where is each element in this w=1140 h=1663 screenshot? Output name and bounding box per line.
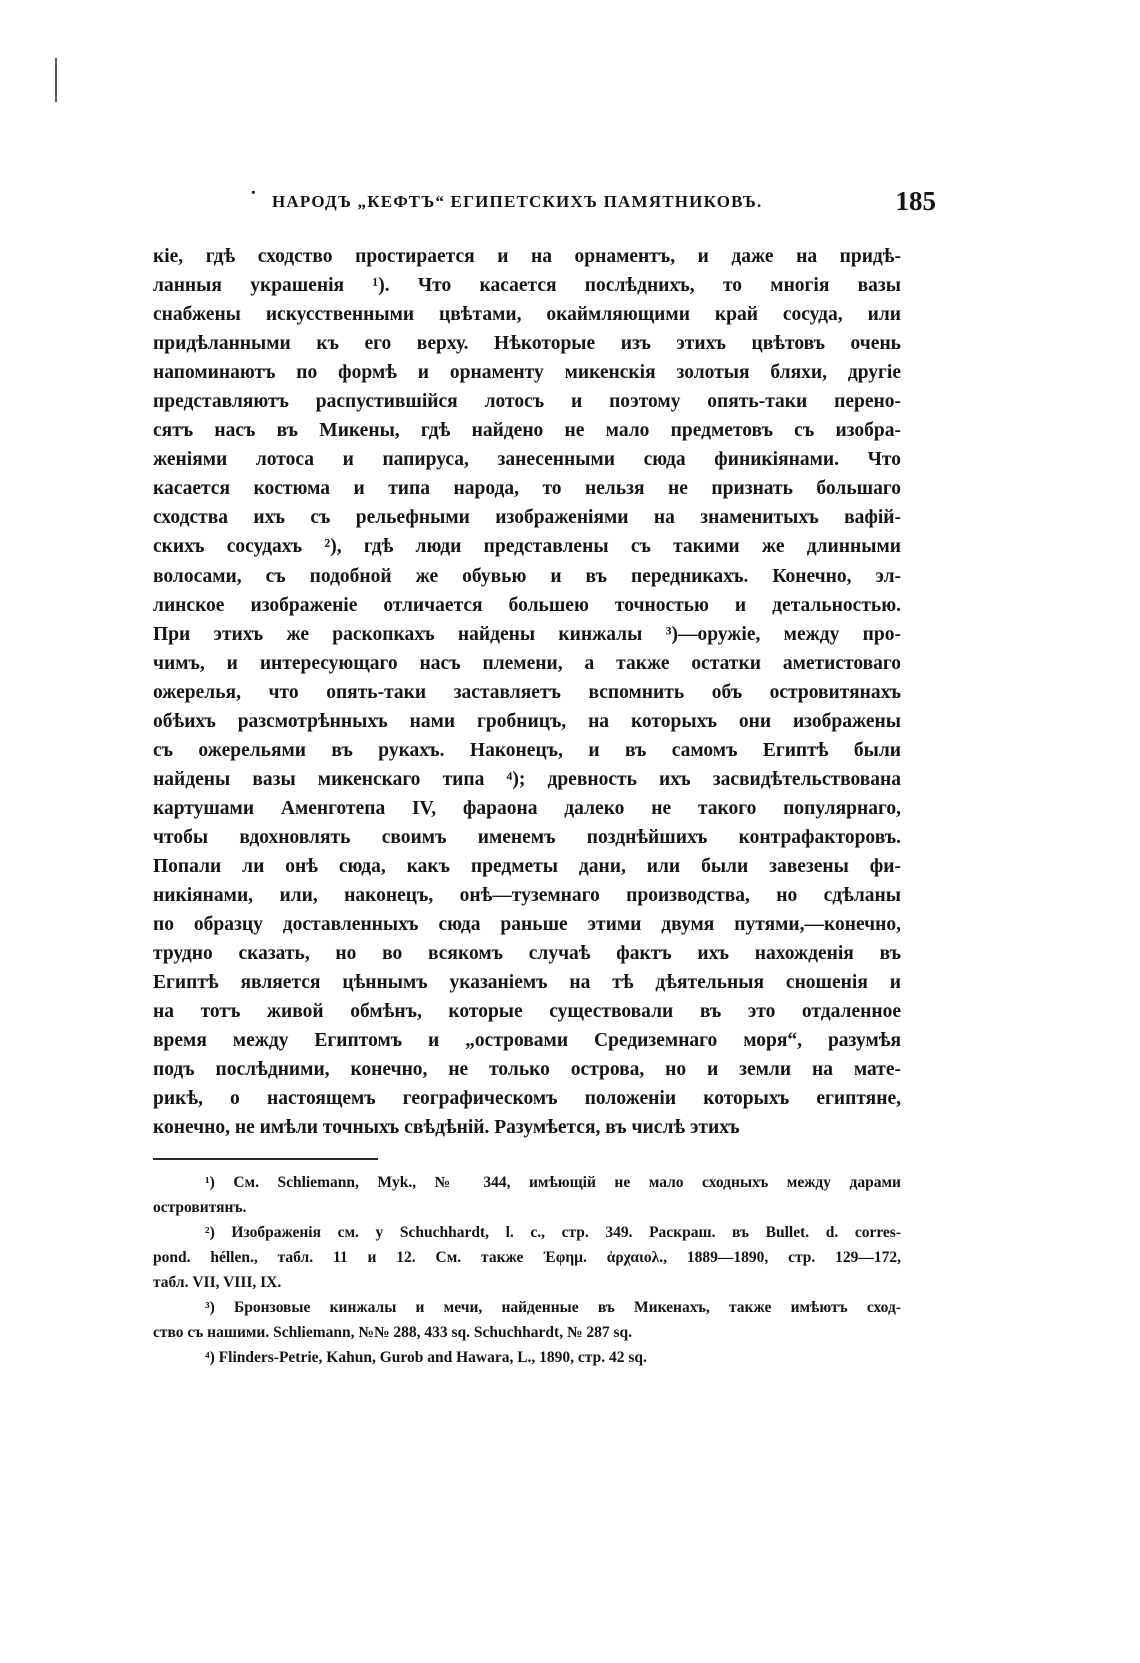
body-line: сятъ насъ въ Микены, гдѣ найдено не мало предметовъ съ изобра- <box>153 420 901 442</box>
body-line: конечно, не имѣли точныхъ свѣдѣній. Разумѣется, въ числѣ этихъ <box>153 1117 740 1139</box>
footnote-line: ³) Бронзовые кинжалы и мечи, найденные въ Микенахъ, также имѣютъ сход- <box>205 1299 901 1316</box>
body-line: по образцу доставленныхъ сюда раньше этими двумя путями,—конечно, <box>153 914 901 936</box>
running-head: НАРОДЪ „КЕФТЪ“ ЕГИПЕТСКИХЪ ПАМЯТНИКОВЪ. <box>272 192 763 211</box>
body-line: волосами, съ подобной же обувью и въ передникахъ. Конечно, эл- <box>153 565 901 587</box>
body-line: Попали ли онѣ сюда, какъ предметы дани, или были завезены фи- <box>153 855 901 877</box>
body-line: снабжены искусственными цвѣтами, окаймляющими край сосуда, или <box>153 304 901 326</box>
body-line: съ ожерельями въ рукахъ. Наконецъ, и въ самомъ Египтѣ были <box>153 739 901 761</box>
body-line: кіе, гдѣ сходство простирается и на орнаментъ, и даже на придѣ- <box>153 246 901 267</box>
footnotes <box>153 1170 901 1370</box>
body-line: никіянами, или, наконецъ, онѣ—туземнаго производства, но сдѣланы <box>153 885 901 907</box>
footnote-line: pond. héllen., табл. 11 и 12. См. также Ἐφημ. ἀρχαιολ., 1889—1890, стр. 129—172, <box>153 1249 901 1266</box>
body-line: напоминаютъ по формѣ и орнаменту микенскія золотыя бляхи, другіе <box>153 362 901 384</box>
body-line: скихъ сосудахъ ²), гдѣ люди представлены съ такими же длинными <box>153 536 901 558</box>
body-line: сходства ихъ съ рельефными изображеніями на знаменитыхъ вафій- <box>153 507 901 529</box>
body-text <box>153 242 901 1142</box>
footnote-line: ²) Изображенія см. у Schuchhardt, l. c., стр. 349. Раскраш. въ Bullet. d. corres- <box>205 1224 901 1241</box>
body-line: на тотъ живой обмѣнъ, которые существовали въ это отдаленное <box>153 1001 901 1023</box>
footnote-line: ство съ нашими. Schliemann, №№ 288, 433 sq. Schuchhardt, № 287 sq. <box>153 1324 633 1341</box>
body-line: рикѣ, о настоящемъ географическомъ положеніи которыхъ египтяне, <box>153 1088 901 1110</box>
scan-edge-mark <box>55 58 57 102</box>
body-line: линское изображеніе отличается большею точностью и детальностью. <box>153 594 901 616</box>
body-line: найдены вазы микенскаго типа ⁴); древность ихъ засвидѣтельствована <box>153 768 901 790</box>
page-header <box>240 182 940 224</box>
body-line: женіями лотоса и папируса, занесенными сюда финикіянами. Что <box>153 449 901 471</box>
footnote-line: ⁴) Flinders-Petrie, Kahun, Gurob and Hawara, L., 1890, стр. 42 sq. <box>205 1349 647 1366</box>
footnote-line: островитянъ. <box>153 1199 247 1216</box>
body-line: касается костюма и типа народа, то нельзя не признать большаго <box>153 478 901 500</box>
body-line: обѣихъ разсмотрѣнныхъ нами гробницъ, на которыхъ они изображены <box>153 710 901 732</box>
body-line: При этихъ же раскопкахъ найдены кинжалы ³)—оружіе, между про- <box>153 623 901 645</box>
body-line: придѣланными къ его верху. Нѣкоторые изъ этихъ цвѣтовъ очень <box>153 333 901 355</box>
body-line: чимъ, и интересующаго насъ племени, а также остатки аметистоваго <box>153 652 901 674</box>
body-line: ожерелья, что опять-таки заставляетъ вспомнить объ островитянахъ <box>153 681 901 703</box>
footnote <box>153 1220 901 1295</box>
page-number: 185 <box>895 186 936 216</box>
body-line: чтобы вдохновлять своимъ именемъ позднѣйшихъ контрафакторовъ. <box>153 826 901 848</box>
body-line: картушами Аменготепа IV, фараона далеко не такого популярнаго, <box>153 797 901 819</box>
body-line: ланныя украшенія ¹). Что касается послѣднихъ, то многія вазы <box>153 275 901 297</box>
body-line: трудно сказать, но во всякомъ случаѣ фактъ ихъ нахожденія въ <box>153 943 901 965</box>
body-line: Египтѣ является цѣннымъ указаніемъ на тѣ дѣятельныя сношенія и <box>153 972 901 994</box>
footnote-line: ¹) См. Schliemann, Myk., № 344, имѣющій не мало сходныхъ между дарами <box>205 1174 901 1191</box>
body-line: представляютъ распустившійся лотосъ и поэтому опять-таки перено- <box>153 391 901 413</box>
footnote-line: табл. VII, VIII, IX. <box>153 1274 282 1291</box>
footnote <box>153 1295 901 1345</box>
footnote <box>153 1345 901 1370</box>
footnote-separator <box>153 1158 378 1160</box>
footnote <box>153 1170 901 1220</box>
body-line: время между Египтомъ и „островами Средиземнаго моря“, разумѣя <box>153 1030 901 1052</box>
header-dot: · <box>250 182 257 204</box>
body-line: подъ послѣдними, конечно, не только острова, но и земли на мате- <box>153 1059 901 1081</box>
